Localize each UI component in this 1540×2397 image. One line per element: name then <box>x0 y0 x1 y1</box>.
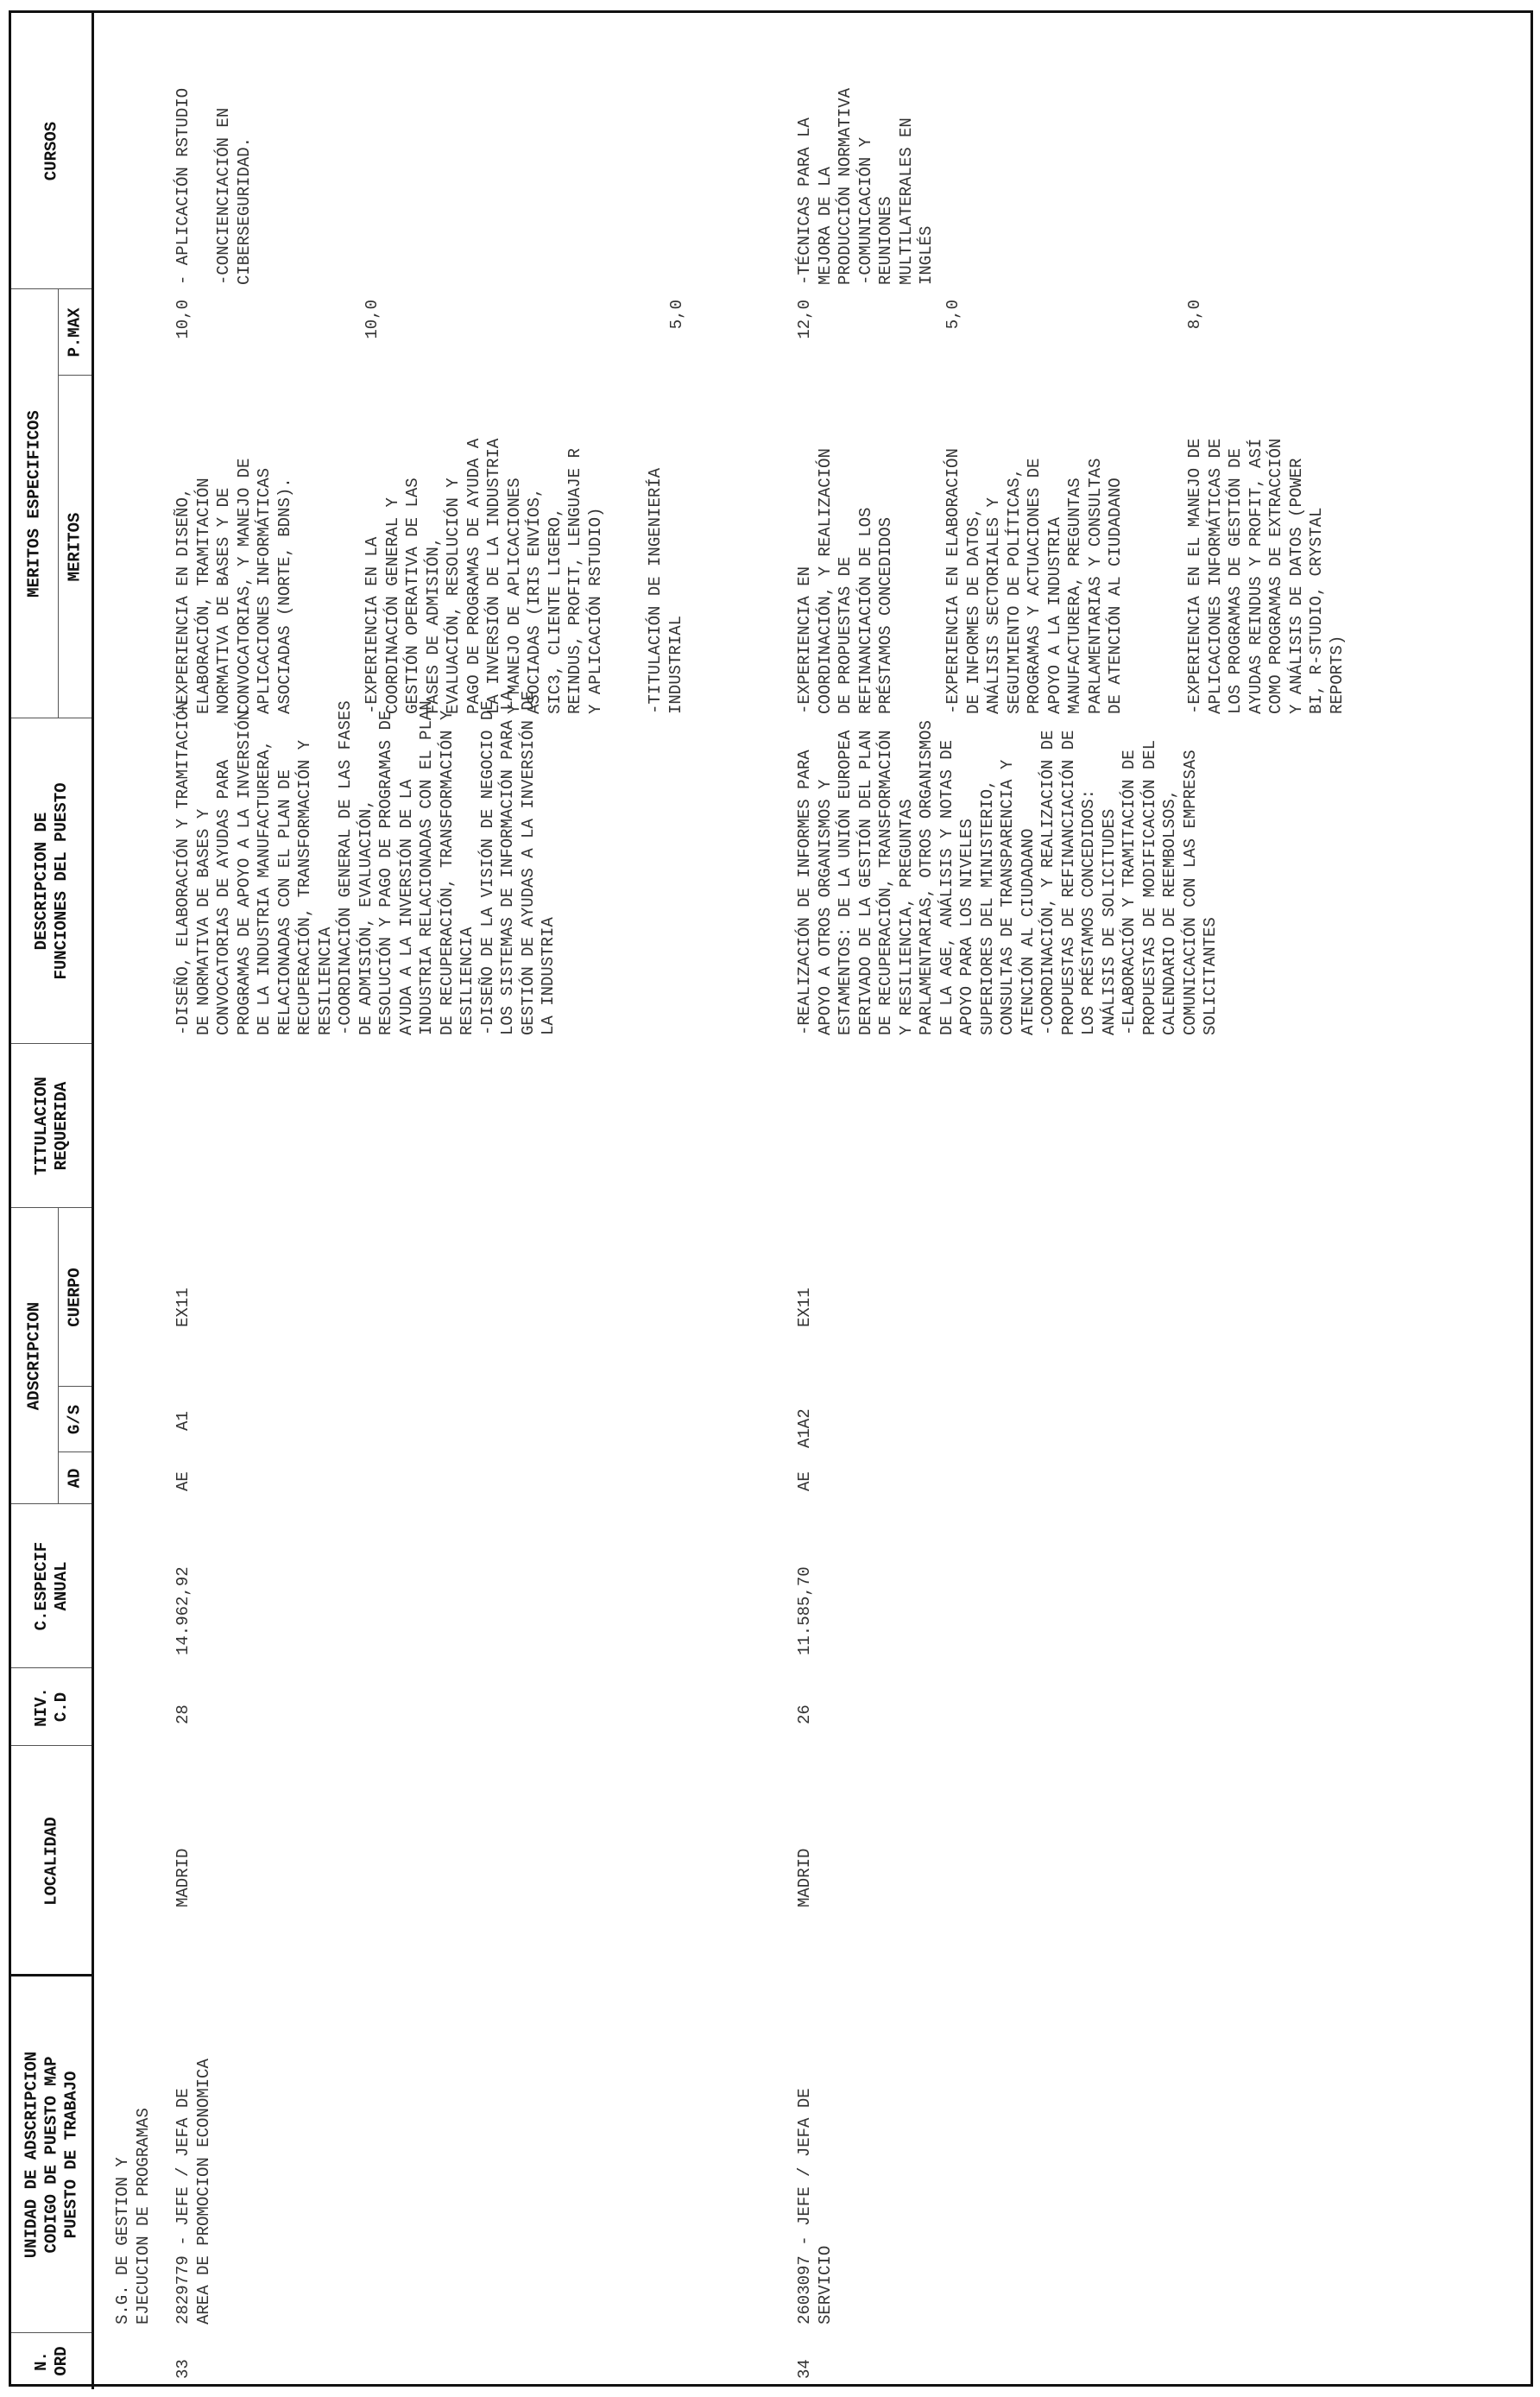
row-33-pmax-1: 10,0 <box>174 300 192 339</box>
row-33-nivel: 28 <box>174 1704 192 1724</box>
row-34-merito-2: -EXPERIENCIA EN ELABORACIÓN DE INFORMES DE DATOS, ANÁLISIS SECTORIALES Y SEGUIMIENTO DE POLÍTICAS, PROGRAMAS Y ACTUACIONES DE APOYO A LA INDUSTRIA MANUFACTURERA, PREGUNTAS PARLAMENTARIAS Y CONSULTAS DE ATENCIÓN AL CIUDADANO <box>944 448 1125 714</box>
row-34-puesto: 2603097 - JEFE / JEFA DE SERVICIO <box>795 2088 835 2324</box>
row-33-merito-1: -EXPERIENCIA EN DISEÑO, ELABORACIÓN, TRAMITACIÓN NORMATIVA DE BASES Y DE CONVOCATORIAS, Y MANEJO DE APLICACIONES INFORMÁTICAS ASOCIADAS (NORTE, BDNS). <box>174 458 294 714</box>
row-34-cursos: -TÉCNICAS PARA LA MEJORA DE LA PRODUCCIÓN NORMATIVA -COMUNICACIÓN Y REUNIONES MULTILATERALES EN INGLÉS <box>795 87 936 285</box>
header-descripcion: DESCRIPCION DE FUNCIONES DEL PUESTO <box>31 782 71 980</box>
row-34-pmax-2: 5,0 <box>944 300 962 330</box>
header-unidad: UNIDAD DE ADSCRIPCION CODIGO DE PUESTO MAP PUESTO DE TRABAJO <box>22 2051 80 2259</box>
header-meritos: MERITOS <box>65 512 84 582</box>
row-33-cursos: - APLICACIÓN RSTUDIO -CONCIENCIACIÓN EN CIBERSEGURIDAD. <box>174 87 254 285</box>
row-33-pmax-2: 10,0 <box>363 300 382 339</box>
row-34-gs: A1A2 <box>795 1408 814 1448</box>
header-adscripcion: ADSCRIPCION <box>24 1301 44 1411</box>
header-p-max: P.MAX <box>65 307 84 357</box>
row-33-merito-3: -TITULACIÓN DE INGENIERÍA INDUSTRIAL <box>646 467 685 714</box>
header-c-especif: C.ESPECIF ANUAL <box>31 1541 71 1631</box>
row-33-merito-2: -EXPERIENCIA EN LA COORDINACIÓN GENERAL Y GESTIÓN OPERATIVA DE LAS FASES DE ADMISIÓN, EVALUACIÓN, RESOLUCIÓN Y PAGO DE PROGRAMAS DE AYUDA A LA INVERSIÓN DE LA INDUSTRIA Y MANEJO DE APLICACIONES ASOCIADAS (IRIS ENVÍOS, SIC3, CLIENTE LIGERO, REINDUS, PROFIT, LENGUAJE R Y APLICACIÓN RSTUDIO) <box>363 438 605 714</box>
header-ad: AD <box>65 1468 84 1489</box>
row-34-n-ord: 34 <box>795 2359 814 2379</box>
header-localidad: LOCALIDAD <box>41 1817 60 1906</box>
header-titulacion: TITULACION REQUERIDA <box>31 1076 71 1176</box>
header-nivel: NIV. C.D <box>31 1687 71 1727</box>
row-34-ad: AE <box>795 1471 814 1491</box>
rotated-table <box>11 13 1536 2389</box>
row-34-merito-3: -EXPERIENCIA EN EL MANEJO DE APLICACIONES INFORMÁTICAS DE LOS PROGRAMAS DE GESTIÓN DE AYUDAS REINDUS Y PROFIT, ASÍ COMO PROGRAMAS DE EXTRACCIÓN Y ANÁLISIS DE DATOS (POWER BI, R-STUDIO, CRYSTAL REPORTS) <box>1185 438 1347 714</box>
unidad-group: S.G. DE GESTION Y EJECUCION DE PROGRAMAS <box>113 2108 153 2324</box>
row-34-cuerpo: EX11 <box>795 1287 814 1327</box>
row-33-gs: A1 <box>174 1411 192 1431</box>
row-33-pmax-3: 5,0 <box>667 300 686 330</box>
row-34-descripcion: -REALIZACIÓN DE INFORMES PARA APOYO A OTROS ORGANISMOS Y ESTAMENTOS: DE LA UNIÓN EUROPEA DERIVADO DE LA GESTIÓN DEL PLAN DE RECUPERACIÓN, TRANSFORMACIÓN Y RESILIENCIA, PREGUNTAS PARLAMENTARIAS, OTROS ORGANISMOS DE LA AGE, ANÁLISIS Y NOTAS DE APOYO PARA LOS NIVELES SUPERIORES DEL MINISTERIO, CONSULTAS DE TRANSPARENCIA Y ATENCIÓN AL CIUDADANO -COORDINACIÓN, Y REALIZACIÓN DE PROPUESTAS DE REFINANCIACIÓN DE LOS PRÉSTAMOS CONCEDIDOS: ANÁLISIS DE SOLICITUDES -ELABORACIÓN Y TRAMITACIÓN DE PROPUESTAS DE MODIFICACIÓN DEL CALENDARIO DE REEMBOLSOS, COMUNICACIÓN CON LAS EMPRESAS SOLICITANTES <box>795 720 1220 1035</box>
row-33-c-especif: 14.962,92 <box>174 1566 192 1655</box>
document-frame <box>9 10 1533 2387</box>
header-rule <box>92 13 94 2389</box>
row-34-pmax-3: 8,0 <box>1185 300 1204 330</box>
row-34-c-especif: 11.585,70 <box>795 1566 814 1655</box>
header-n-ord: N. ORD <box>31 2346 71 2376</box>
header-cursos: CURSOS <box>41 121 60 181</box>
header-meritos-especificos: MERITOS ESPECIFICOS <box>24 410 44 598</box>
row-33-puesto: 2829779 - JEFE / JEFA DE AREA DE PROMOCION ECONOMICA <box>174 2059 213 2324</box>
row-34-merito-1: -EXPERIENCIA EN COORDINACIÓN, Y REALIZACIÓN DE PROPUESTAS DE REFINANCIACIÓN DE LOS PRÉSTAMOS CONCEDIDOS <box>795 448 895 714</box>
header-cuerpo: CUERPO <box>65 1268 84 1327</box>
row-34-nivel: 26 <box>795 1704 814 1724</box>
row-33-n-ord: 33 <box>174 2359 192 2379</box>
row-33-ad: AE <box>174 1471 192 1491</box>
row-34-pmax-1: 12,0 <box>795 300 814 339</box>
row-33-localidad: MADRID <box>174 1848 192 1907</box>
header-gs: G/S <box>65 1404 84 1435</box>
row-34-localidad: MADRID <box>795 1848 814 1907</box>
row-33-descripcion: -DISEÑO, ELABORACIÓN Y TRAMITACIÓN DE NORMATIVA DE BASES Y CONVOCATORIAS DE AYUDAS PARA PROGRAMAS DE APOYO A LA INVERSIÓN DE LA INDUSTRIA MANUFACTURERA, RELACIONADAS CON EL PLAN DE RECUPERACIÓN, TRANSFORMACIÓN Y RESILIENCIA -COORDINACIÓN GENERAL DE LAS FASES DE ADMISIÓN, EVALUACIÓN, RESOLUCIÓN Y PAGO DE PROGRAMAS DE AYUDA A LA INVERSIÓN DE LA INDUSTRIA RELACIONADAS CON EL PLAN DE RECUPERACIÓN, TRANSFORMACIÓN Y RESILIENCIA -DISEÑO DE LA VISIÓN DE NEGOCIO DE LOS SISTEMAS DE INFORMACIÓN PARA LA GESTIÓN DE AYUDAS A LA INVERSIÓN DE LA INDUSTRIA <box>174 690 558 1035</box>
row-33-cuerpo: EX11 <box>174 1287 192 1327</box>
